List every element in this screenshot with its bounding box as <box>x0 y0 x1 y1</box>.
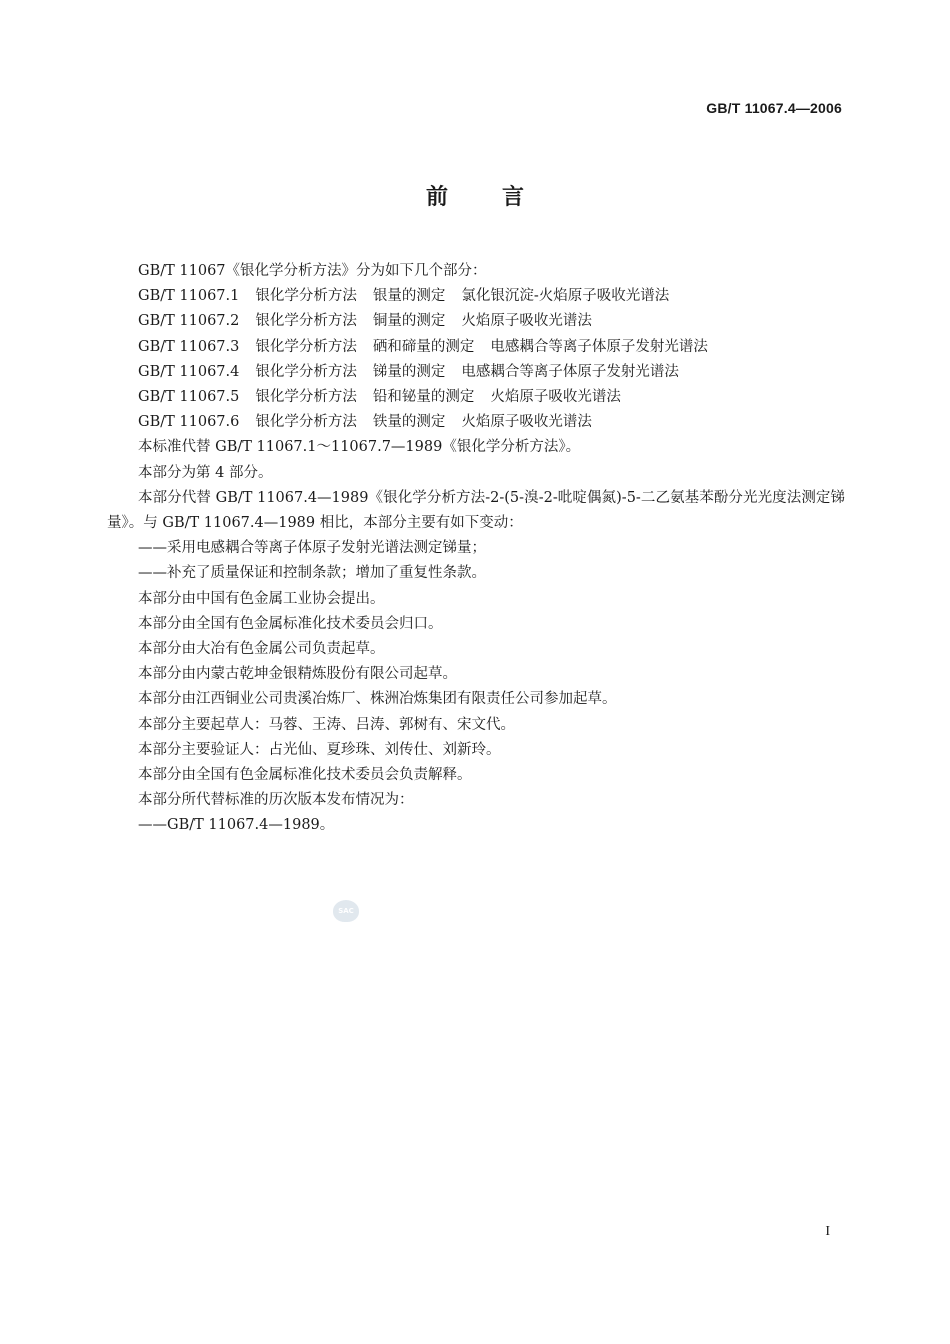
part-series: 银化学分析方法 <box>255 363 357 380</box>
part-series: 银化学分析方法 <box>255 313 357 330</box>
verifiers-paragraph: 本部分主要验证人：占光仙、夏珍珠、刘传仕、刘新玲。 <box>138 741 501 758</box>
part-item: 铁量的测定 <box>372 414 446 431</box>
part-line-5 <box>107 385 845 410</box>
participating-paragraph: 本部分由江西铜业公司贵溪冶炼厂、株洲冶炼集团有限责任公司参加起草。 <box>138 691 617 708</box>
proposed-by-paragraph: 本部分由中国有色金属工业协会提出。 <box>138 590 385 607</box>
change-item-1: ——采用电感耦合等离子体原子发射光谱法测定锑量； <box>138 540 486 557</box>
history-item-1: ——GB/T 11067.4—1989。 <box>138 817 335 834</box>
part-series: 银化学分析方法 <box>255 389 357 406</box>
watermark-logo-icon: SAC <box>333 900 359 922</box>
page-number: I <box>825 1224 830 1239</box>
part-method: 火焰原子吸收光谱法 <box>461 414 592 431</box>
centralized-by-paragraph: 本部分由全国有色金属标准化技术委员会归口。 <box>138 615 443 632</box>
parts-intro: GB/T 11067《银化学分析方法》分为如下几个部分： <box>138 263 487 279</box>
part-method: 火焰原子吸收光谱法 <box>490 389 621 406</box>
part-method: 氯化银沉淀-火焰原子吸收光谱法 <box>461 288 670 305</box>
foreword-body <box>107 259 845 839</box>
part-number-paragraph: 本部分为第 4 部分。 <box>138 464 273 481</box>
replaces-part-paragraph: 本部分代替 GB/T 11067.4—1989《银化学分析方法-2-(5-溴-2-吡啶偶氮)-5-二乙氨基苯酚分光光度法测定锑量》。与 GB/T 11067.4—1989 相比，本部分主要有如下变动： <box>107 489 845 532</box>
page-title: 前言 <box>425 185 578 210</box>
part-code: GB/T 11067.3 <box>138 338 240 355</box>
history-intro-paragraph: 本部分所代替标准的历次版本发布情况为： <box>138 792 414 809</box>
part-method: 火焰原子吸收光谱法 <box>461 313 592 330</box>
part-code: GB/T 11067.5 <box>138 389 240 406</box>
change-item-2: ——补充了质量保证和控制条款；增加了重复性条款。 <box>138 565 486 582</box>
part-line-6 <box>107 410 845 435</box>
part-item: 银量的测定 <box>372 288 446 305</box>
drafters-paragraph: 本部分主要起草人：马蓉、王涛、吕涛、郭树有、宋文代。 <box>138 716 515 733</box>
interpretation-paragraph: 本部分由全国有色金属标准化技术委员会负责解释。 <box>138 767 472 784</box>
drafting-paragraph: 本部分由内蒙古乾坤金银精炼股份有限公司起草。 <box>138 666 457 683</box>
part-series: 银化学分析方法 <box>255 288 357 305</box>
standard-code: GB/T 11067.4—2006 <box>706 100 842 116</box>
part-item: 铜量的测定 <box>372 313 446 330</box>
part-item: 硒和碲量的测定 <box>372 338 475 355</box>
part-code: GB/T 11067.4 <box>138 363 240 380</box>
part-series: 银化学分析方法 <box>255 414 357 431</box>
part-item: 铅和铋量的测定 <box>372 389 475 406</box>
part-line-4 <box>107 360 845 385</box>
part-method: 电感耦合等离子体原子发射光谱法 <box>490 338 708 355</box>
part-line-1 <box>107 284 845 309</box>
part-series: 银化学分析方法 <box>255 338 357 355</box>
part-line-3 <box>107 335 845 360</box>
part-code: GB/T 11067.2 <box>138 313 240 330</box>
part-code: GB/T 11067.6 <box>138 414 240 431</box>
responsible-drafting-paragraph: 本部分由大冶有色金属公司负责起草。 <box>138 641 385 658</box>
part-line-2 <box>107 309 845 334</box>
part-item: 锑量的测定 <box>372 363 446 380</box>
part-method: 电感耦合等离子体原子发射光谱法 <box>461 363 679 380</box>
part-code: GB/T 11067.1 <box>138 288 240 305</box>
replaces-paragraph: 本标准代替 GB/T 11067.1～11067.7—1989《银化学分析方法》。 <box>138 439 581 456</box>
